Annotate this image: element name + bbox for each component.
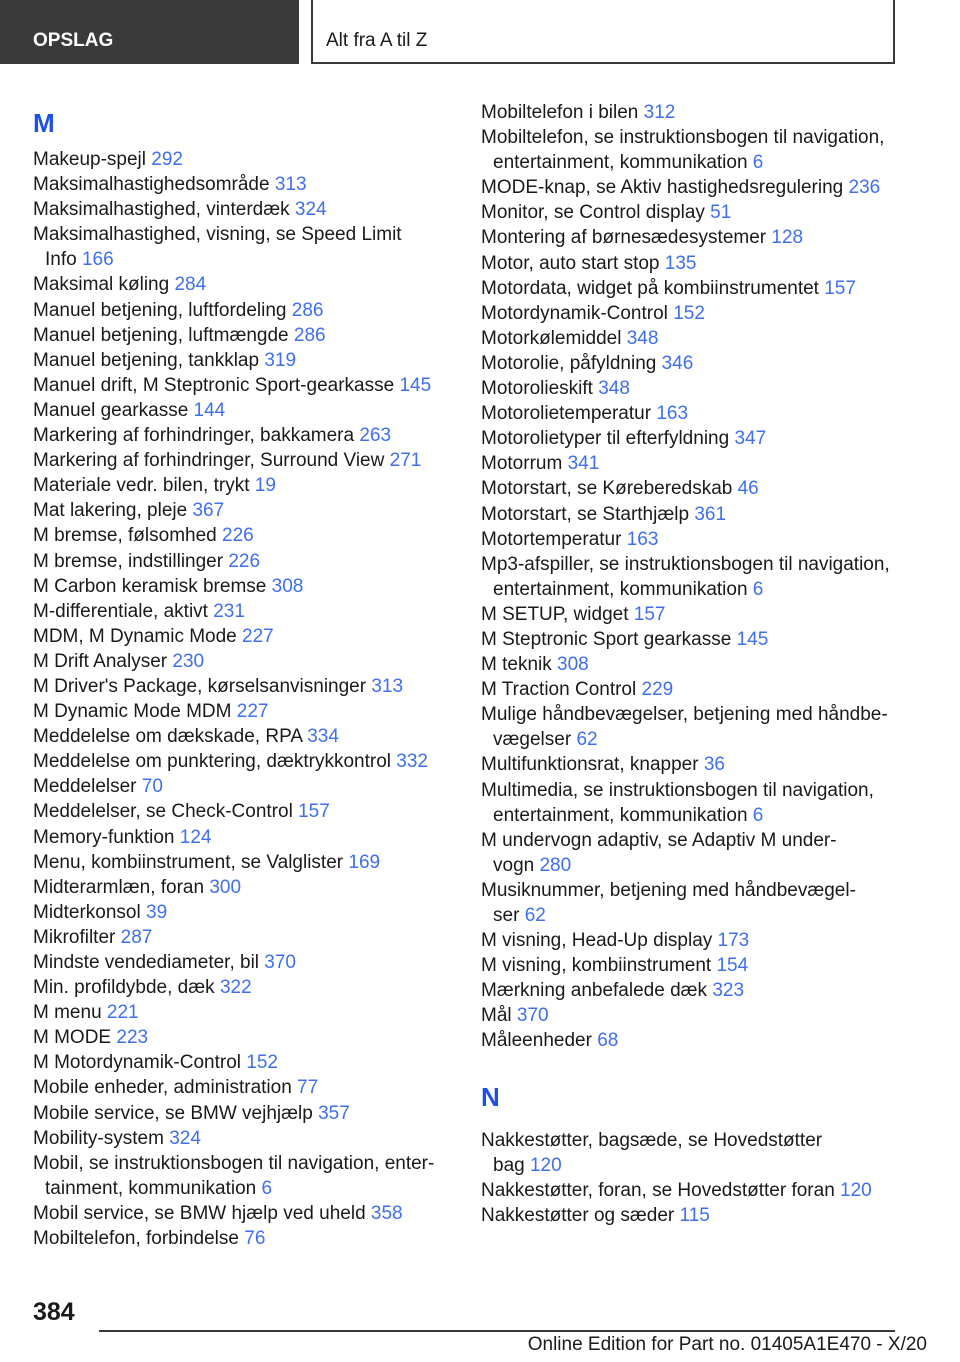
index-entry-text: Nakkestøtter, foran, se Hovedstøtter foran xyxy=(481,1179,835,1201)
page-link[interactable]: 145 xyxy=(736,628,769,650)
index-entry xyxy=(481,1128,901,1178)
index-entry-text: M-differentiale, aktivt xyxy=(33,600,208,622)
index-entry xyxy=(33,799,443,824)
index-entry xyxy=(481,351,901,376)
index-entry xyxy=(33,323,443,348)
page-link[interactable]: 157 xyxy=(633,603,666,625)
index-entry-text: M Motordynamik-Control xyxy=(33,1052,241,1074)
index-entry-text: vogn xyxy=(493,854,535,876)
page-link[interactable]: 157 xyxy=(298,801,330,823)
index-entry-text: Mobiltelefon i bilen xyxy=(481,102,639,123)
index-entry-text: Meddelelser, se Check-Control xyxy=(33,801,293,823)
index-entry-text: Motorolieskift xyxy=(481,378,593,400)
page-link[interactable]: 166 xyxy=(81,249,114,271)
index-entry xyxy=(33,1101,443,1126)
page-link[interactable]: 312 xyxy=(643,102,676,123)
index-entry-text: Motorrum xyxy=(481,453,563,475)
index-entry-text: Meddelelse om punktering, dæktrykkontrol xyxy=(33,751,392,773)
index-entry xyxy=(33,1075,443,1100)
index-entry-text: Motor, auto start stop xyxy=(481,252,660,274)
index-entry xyxy=(33,1226,443,1251)
index-entry-text: Motordata, widget på kombiinstrumentet xyxy=(481,277,819,299)
index-entry xyxy=(33,448,443,473)
index-entry xyxy=(33,147,443,172)
page-link[interactable]: 348 xyxy=(598,378,630,400)
index-entry xyxy=(33,825,443,850)
page-link[interactable]: 341 xyxy=(567,453,600,475)
page-link[interactable]: 367 xyxy=(192,500,225,522)
index-entry xyxy=(33,1025,443,1050)
page-link[interactable]: 280 xyxy=(539,854,572,876)
index-entry-text: entertainment, kommunikation xyxy=(493,804,748,826)
index-entry-text: bag xyxy=(493,1154,525,1176)
index-entry-text: M SETUP, widget xyxy=(481,603,629,625)
page-link[interactable]: 322 xyxy=(219,977,252,999)
index-entry-text: M Dynamic Mode MDM xyxy=(33,701,232,723)
index-entry-text: M undervogn adaptiv, se Adaptiv M under- xyxy=(481,829,837,851)
index-entry-text: Montering af børnesædesystemer xyxy=(481,227,767,249)
index-entry-text: Motordynamik-Control xyxy=(481,302,668,324)
page-link[interactable]: 334 xyxy=(307,726,339,748)
index-entry xyxy=(33,398,443,423)
index-entry xyxy=(481,552,901,602)
index-entry-text: M MODE xyxy=(33,1027,112,1049)
index-entry-text: Motorstart, se Køreberedskab xyxy=(481,478,733,500)
index-entry xyxy=(33,549,443,574)
page-link[interactable]: 169 xyxy=(348,851,381,873)
index-entry xyxy=(33,1000,443,1025)
page-link[interactable]: 231 xyxy=(213,600,245,622)
index-entry xyxy=(33,749,443,774)
page-link[interactable]: 62 xyxy=(576,729,598,751)
index-entry-text: Mål xyxy=(481,1005,512,1027)
index-entry-text: Nakkestøtter, bagsæde, se Hovedstøtter xyxy=(481,1129,823,1151)
index-entry-text: Maksimalhastighedsområde xyxy=(33,174,270,196)
page-link[interactable]: 120 xyxy=(529,1154,562,1176)
page-link[interactable]: 227 xyxy=(242,625,274,647)
index-entry xyxy=(481,251,901,276)
index-entry-text: M teknik xyxy=(481,654,552,676)
page-link[interactable]: 286 xyxy=(291,299,324,321)
page-number: 384 xyxy=(33,1298,75,1326)
edition-footer: Online Edition for Part no. 01405A1E470 - X/20 xyxy=(527,1334,927,1355)
index-entry xyxy=(481,401,901,426)
index-entry xyxy=(33,624,443,649)
index-entry-text: M Steptronic Sport gearkasse xyxy=(481,628,732,650)
page-link[interactable]: 135 xyxy=(664,252,697,274)
index-entry xyxy=(33,950,443,975)
page-link[interactable]: 6 xyxy=(752,578,764,600)
page-link[interactable]: 144 xyxy=(193,399,226,421)
page-link[interactable]: 62 xyxy=(524,905,546,926)
page-link[interactable]: 313 xyxy=(371,675,404,697)
page-link[interactable]: 370 xyxy=(516,1005,549,1027)
index-entry xyxy=(481,928,901,953)
page-link[interactable]: 357 xyxy=(318,1102,350,1124)
index-entry-text: Markering af forhindringer, bakkamera xyxy=(33,425,355,447)
index-entry xyxy=(481,1178,901,1203)
page-link[interactable]: 115 xyxy=(679,1204,710,1226)
index-entry xyxy=(481,376,901,401)
index-entry-text: entertainment, kommunikation xyxy=(493,578,748,600)
index-entry-text: Mobiltelefon, forbindelse xyxy=(33,1228,239,1250)
index-entry-text: Meddelelser xyxy=(33,776,137,798)
index-entry-text: Maksimalhastighed, visning, se Speed Limit xyxy=(33,224,402,246)
index-entry xyxy=(481,527,901,552)
index-entry xyxy=(33,724,443,749)
page-link[interactable]: 292 xyxy=(151,149,183,170)
index-entry-text: Makeup-spejl xyxy=(33,149,146,170)
page-link[interactable]: 145 xyxy=(399,374,432,396)
index-entry xyxy=(481,502,901,527)
index-entry-text: Multifunktionsrat, knapper xyxy=(481,754,699,776)
index-entry-text: Motorstart, se Starthjælp xyxy=(481,503,690,525)
index-entry-text: M Carbon keramisk bremse xyxy=(33,575,267,597)
index-entry xyxy=(481,175,901,200)
index-entry-text: Mulige håndbevægelser, betjening med håndbe- xyxy=(481,704,888,726)
page-link[interactable]: 36 xyxy=(703,754,725,776)
index-entry-text: M Driver's Package, kørselsanvisninger xyxy=(33,675,367,697)
page-link[interactable]: 6 xyxy=(752,152,764,174)
index-entry xyxy=(481,652,901,677)
index-entry xyxy=(481,752,901,777)
index-entry-text: tainment, kommunikation xyxy=(45,1177,257,1199)
index-entry xyxy=(481,1028,901,1053)
page-link[interactable]: 236 xyxy=(848,177,881,199)
page-link[interactable]: 313 xyxy=(274,174,307,196)
index-entry xyxy=(33,875,443,900)
index-entry xyxy=(33,172,443,197)
index-entry-list xyxy=(33,147,443,1251)
page-link[interactable]: 319 xyxy=(264,349,297,371)
page-link[interactable]: 154 xyxy=(716,955,749,977)
index-entry xyxy=(33,599,443,624)
index-entry-text: Mobility-system xyxy=(33,1127,164,1149)
index-entry xyxy=(33,222,443,272)
index-entry xyxy=(33,423,443,448)
index-entry xyxy=(481,1003,901,1028)
page-link[interactable]: 271 xyxy=(389,450,422,472)
index-entry xyxy=(481,677,901,702)
index-entry-text: Motorolie, påfyldning xyxy=(481,352,657,374)
index-entry-text: Manuel betjening, tankklap xyxy=(33,349,260,371)
index-entry-text: Manuel betjening, luftfordeling xyxy=(33,299,287,321)
page-link[interactable]: 308 xyxy=(271,575,304,597)
index-entry-text: Mobil, se instruktionsbogen til navigation, enter- xyxy=(33,1152,435,1174)
index-entry xyxy=(481,627,901,652)
page-link[interactable]: 163 xyxy=(656,403,689,425)
index-entry-text: Mobile service, se BMW vejhjælp xyxy=(33,1102,313,1124)
index-entry xyxy=(481,125,901,175)
page-link[interactable]: 6 xyxy=(752,804,764,826)
index-entry-text: Mat lakering, pleje xyxy=(33,500,188,522)
page-link[interactable]: 226 xyxy=(222,525,254,547)
index-entry-text: Mp3-afspiller, se instruktionsbogen til navigation, xyxy=(481,553,890,575)
index-entry xyxy=(481,828,901,878)
index-entry-text: Materiale vedr. bilen, trykt xyxy=(33,475,250,497)
index-entry-text: Monitor, se Control display xyxy=(481,202,705,224)
index-entry-text: Musiknummer, betjening med håndbevægel- xyxy=(481,879,856,901)
index-entry xyxy=(481,953,901,978)
page-link[interactable]: 51 xyxy=(710,202,732,224)
page-link[interactable]: 370 xyxy=(264,952,296,973)
index-entry xyxy=(481,702,901,752)
index-entry-text: M Drift Analyser xyxy=(33,650,168,672)
index-column-left xyxy=(33,100,443,1251)
index-entry-text: Motorolietyper til efterfyldning xyxy=(481,428,730,450)
index-entry xyxy=(33,649,443,674)
index-entry-text: MODE-knap, se Aktiv hastighedsregulering xyxy=(481,177,844,199)
page-link[interactable]: 163 xyxy=(626,528,659,550)
page-link[interactable]: 223 xyxy=(116,1027,149,1049)
index-entry xyxy=(33,298,443,323)
page-link[interactable]: 6 xyxy=(261,1177,273,1199)
index-entry xyxy=(33,197,443,222)
index-entry-text: Multimedia, se instruktionsbogen til navigation, xyxy=(481,779,874,801)
page-link[interactable]: 76 xyxy=(244,1228,266,1250)
page-link[interactable]: 346 xyxy=(661,352,694,374)
index-entry xyxy=(33,975,443,1000)
page-link[interactable]: 124 xyxy=(179,826,212,848)
index-entry-text: Menu, kombiinstrument, se Valglister xyxy=(33,851,344,873)
index-entry-text: Nakkestøtter og sæder xyxy=(481,1204,675,1226)
page-link[interactable]: 300 xyxy=(209,876,242,898)
page-link[interactable]: 152 xyxy=(246,1052,278,1074)
index-entry xyxy=(481,1203,901,1228)
page-link[interactable]: 157 xyxy=(824,277,856,299)
index-entry xyxy=(33,574,443,599)
index-entry-text: MDM, M Dynamic Mode xyxy=(33,625,237,647)
page-link[interactable]: 230 xyxy=(172,650,205,672)
index-column-right xyxy=(481,100,901,1228)
index-entry xyxy=(481,778,901,828)
index-entry-text: M visning, Head-Up display xyxy=(481,930,713,952)
page-link[interactable]: 128 xyxy=(771,227,804,249)
index-entry-text: entertainment, kommunikation xyxy=(493,152,748,174)
index-entry xyxy=(481,451,901,476)
page-link[interactable]: 348 xyxy=(626,327,659,349)
index-entry-text: Manuel drift, M Steptronic Sport-gearkasse xyxy=(33,374,395,396)
index-entry-text: Markering af forhindringer, Surround View xyxy=(33,450,385,472)
index-entry-text: Maksimalhastighed, vinterdæk xyxy=(33,199,290,221)
index-entry xyxy=(33,348,443,373)
index-entry xyxy=(33,498,443,523)
index-entry xyxy=(33,1201,443,1226)
page-link[interactable]: 120 xyxy=(840,1179,872,1201)
section-tab: OPSLAG xyxy=(0,0,299,64)
index-entry xyxy=(481,301,901,326)
subsection-tab: Alt fra A til Z xyxy=(311,0,895,64)
page-link[interactable]: 77 xyxy=(297,1077,319,1099)
index-letter-heading: M xyxy=(33,108,55,138)
page-link[interactable]: 221 xyxy=(106,1002,139,1024)
page-link[interactable]: 263 xyxy=(359,425,392,447)
index-entry-text: Manuel betjening, luftmængde xyxy=(33,324,289,346)
index-entry-text: Meddelelse om dækskade, RPA xyxy=(33,726,302,748)
index-entry xyxy=(481,878,901,928)
index-entry-text: Motorkølemiddel xyxy=(481,327,622,349)
index-entry-text: Mikrofilter xyxy=(33,926,116,948)
index-entry-text: Mindste vendediameter, bil xyxy=(33,952,260,973)
index-entry xyxy=(33,373,443,398)
index-entry-text: vægelser xyxy=(493,729,572,751)
page-link[interactable]: 19 xyxy=(254,475,276,497)
index-entry xyxy=(33,674,443,699)
index-entry xyxy=(481,326,901,351)
index-entry xyxy=(33,1050,443,1075)
index-entry xyxy=(481,426,901,451)
index-entry-text: M menu xyxy=(33,1002,102,1024)
index-entry xyxy=(33,1126,443,1151)
footer-divider xyxy=(99,1330,895,1332)
page-link[interactable]: 358 xyxy=(370,1202,403,1224)
index-entry-text: Mobil service, se BMW hjælp ved uheld xyxy=(33,1202,366,1224)
index-entry xyxy=(481,200,901,225)
index-entry xyxy=(481,476,901,501)
index-entry xyxy=(33,272,443,297)
index-entry xyxy=(33,523,443,548)
page-link[interactable]: 68 xyxy=(597,1030,619,1052)
page-link[interactable]: 287 xyxy=(120,926,153,948)
index-entry xyxy=(33,473,443,498)
page-link[interactable]: 284 xyxy=(174,274,207,296)
page-link[interactable]: 173 xyxy=(717,930,750,952)
index-entry-text: Motorolietemperatur xyxy=(481,403,652,425)
index-entry xyxy=(481,276,901,301)
index-entry-text: ser xyxy=(493,905,520,926)
index-entry-text: Maksimal køling xyxy=(33,274,170,296)
index-entry-text: Mærkning anbefalede dæk xyxy=(481,980,708,1002)
index-entry-text: Mobile enheder, administration xyxy=(33,1077,292,1099)
index-entry-text: Motortemperatur xyxy=(481,528,622,550)
index-entry xyxy=(481,978,901,1003)
index-entry-text: Min. profildybde, dæk xyxy=(33,977,215,999)
page-link[interactable]: 229 xyxy=(641,679,674,701)
page-link[interactable]: 152 xyxy=(673,302,705,324)
page-link[interactable]: 70 xyxy=(141,776,163,798)
page-link[interactable]: 39 xyxy=(146,901,168,923)
index-entry-text: Mobiltelefon, se instruktionsbogen til navigation, xyxy=(481,127,885,149)
index-entry-text: Info xyxy=(45,249,77,271)
index-entry xyxy=(481,602,901,627)
index-entry-text: Manuel gearkasse xyxy=(33,399,189,421)
page-link[interactable]: 226 xyxy=(228,550,261,572)
page-link[interactable]: 324 xyxy=(294,199,327,221)
page-link[interactable]: 227 xyxy=(236,701,269,723)
index-entry-text: M Traction Control xyxy=(481,679,637,701)
index-entry xyxy=(33,774,443,799)
index-entry xyxy=(481,100,901,125)
page-link[interactable]: 308 xyxy=(557,654,589,676)
index-entry xyxy=(481,225,901,250)
index-entry xyxy=(33,699,443,724)
index-entry xyxy=(33,1151,443,1201)
page-link[interactable]: 361 xyxy=(694,503,727,525)
index-entry-text: Midterkonsol xyxy=(33,901,141,923)
index-entry-list xyxy=(481,1128,901,1228)
index-entry-text: M bremse, indstillinger xyxy=(33,550,224,572)
index-entry-text: Memory-funktion xyxy=(33,826,175,848)
index-entry-text: Måleenheder xyxy=(481,1030,592,1052)
index-entry-text: Midterarmlæn, foran xyxy=(33,876,205,898)
page-link[interactable]: 286 xyxy=(293,324,326,346)
index-letter-heading: N xyxy=(481,1081,500,1112)
page-link[interactable]: 347 xyxy=(734,428,767,450)
page-link[interactable]: 46 xyxy=(737,478,759,500)
page-link[interactable]: 332 xyxy=(396,751,428,773)
index-entry-text: M bremse, følsomhed xyxy=(33,525,217,547)
page-link[interactable]: 323 xyxy=(712,980,745,1002)
index-entry xyxy=(33,900,443,925)
index-entry xyxy=(33,850,443,875)
index-entry xyxy=(33,925,443,950)
index-entry-text: M visning, kombiinstrument xyxy=(481,955,712,977)
index-entry-list xyxy=(481,100,901,1054)
page-link[interactable]: 324 xyxy=(169,1127,201,1149)
